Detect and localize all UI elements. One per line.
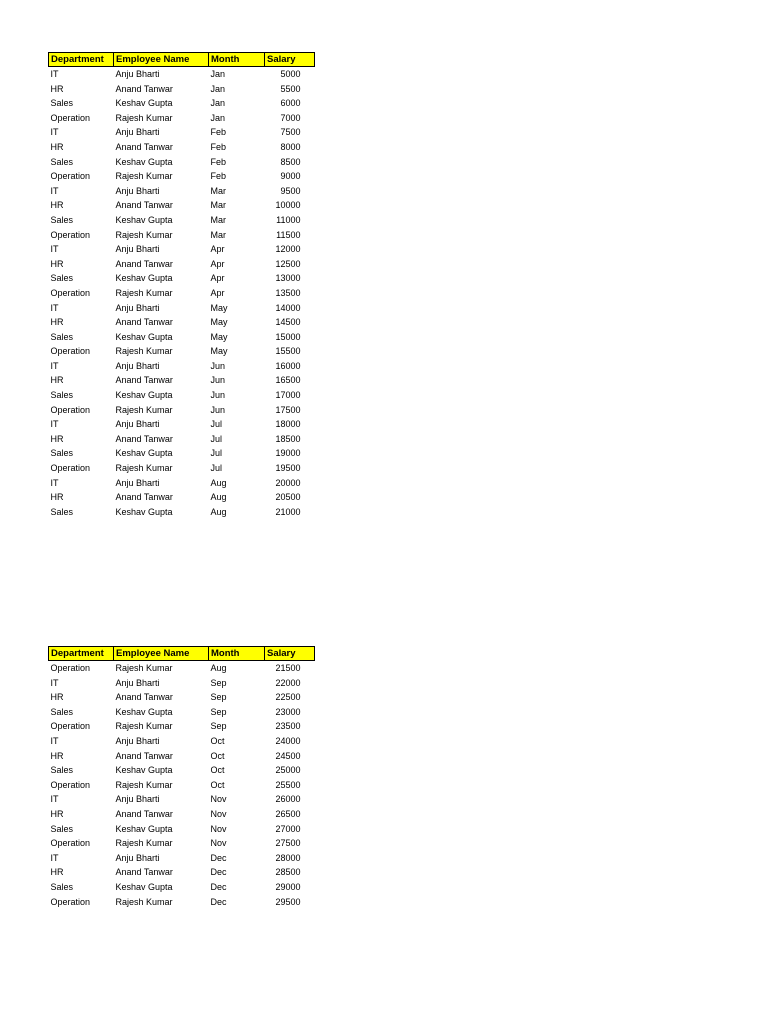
cell-department: IT — [50, 852, 59, 863]
cell-employee-name: Keshav Gupta — [115, 156, 173, 167]
table-row — [49, 490, 315, 505]
table-row — [49, 836, 315, 851]
cell-employee-name: Anand Tanwar — [115, 492, 173, 503]
cell-salary: 12500 — [275, 258, 301, 269]
cell-month: Apr — [210, 287, 225, 298]
cell-month: Jun — [210, 404, 226, 415]
cell-month: Jul — [210, 433, 223, 444]
cell-salary: 24000 — [275, 735, 301, 746]
cell-department: Sales — [50, 214, 74, 225]
cell-employee-name: Anju Bharti — [115, 127, 160, 138]
cell-employee-name: Rajesh Kumar — [115, 896, 173, 907]
cell-salary: 13000 — [275, 273, 301, 284]
cell-department: HR — [50, 808, 64, 819]
cell-employee-name: Rajesh Kumar — [115, 287, 173, 298]
cell-department: IT — [50, 735, 59, 746]
table-row — [49, 778, 315, 793]
table-row — [49, 257, 315, 272]
cell-department: Sales — [50, 765, 74, 776]
cell-salary: 7000 — [280, 112, 301, 123]
cell-month: Jun — [210, 390, 226, 401]
cell-department: Operation — [50, 721, 91, 732]
cell-department: IT — [50, 185, 59, 196]
cell-department: Operation — [50, 463, 91, 474]
cell-department: Operation — [50, 287, 91, 298]
header-month: Month — [209, 53, 265, 67]
cell-employee-name: Anju Bharti — [115, 244, 160, 255]
header-row — [49, 53, 315, 67]
cell-employee-name: Anand Tanwar — [115, 808, 173, 819]
table-row — [49, 851, 315, 866]
cell-salary: 24500 — [275, 750, 301, 761]
table-row — [49, 461, 315, 476]
table-row — [49, 155, 315, 170]
cell-department: Sales — [50, 390, 74, 401]
table-row — [49, 228, 315, 243]
cell-salary: 9000 — [280, 171, 301, 182]
cell-employee-name: Rajesh Kumar — [115, 838, 173, 849]
cell-month: Dec — [210, 852, 227, 863]
cell-employee-name: Anand Tanwar — [115, 867, 173, 878]
cell-salary: 27500 — [275, 838, 301, 849]
cell-employee-name: Anju Bharti — [115, 735, 160, 746]
cell-month: Nov — [210, 823, 227, 834]
cell-month: May — [210, 346, 228, 357]
cell-month: Feb — [210, 127, 227, 138]
cell-department: IT — [50, 360, 59, 371]
cell-salary: 27000 — [275, 823, 301, 834]
cell-employee-name: Anju Bharti — [115, 419, 160, 430]
cell-salary: 22500 — [275, 692, 301, 703]
cell-employee-name: Anju Bharti — [115, 69, 160, 79]
cell-salary: 29000 — [275, 881, 301, 892]
cell-month: Nov — [210, 838, 227, 849]
table-row — [49, 505, 315, 520]
cell-department: Sales — [50, 881, 74, 892]
cell-month: Jan — [210, 98, 226, 109]
cell-department: Sales — [50, 98, 74, 109]
cell-salary: 13500 — [275, 287, 301, 298]
cell-department: IT — [50, 419, 59, 430]
cell-month: Mar — [210, 214, 226, 225]
cell-department: Sales — [50, 823, 74, 834]
cell-employee-name: Anand Tanwar — [115, 433, 173, 444]
table-row — [49, 690, 315, 705]
table-row — [49, 213, 315, 228]
cell-salary: 29500 — [275, 896, 301, 907]
table-row — [49, 359, 315, 374]
header-department: Department — [49, 53, 114, 67]
table-row — [49, 822, 315, 837]
cell-month: Mar — [210, 185, 226, 196]
cell-employee-name: Anand Tanwar — [115, 692, 173, 703]
cell-department: Sales — [50, 506, 74, 517]
header-employee-name: Employee Name — [114, 647, 209, 661]
cell-employee-name: Keshav Gupta — [115, 706, 173, 717]
table-row — [49, 749, 315, 764]
cell-month: May — [210, 302, 228, 313]
cell-employee-name: Anand Tanwar — [115, 258, 173, 269]
cell-department: Operation — [50, 346, 91, 357]
cell-employee-name: Keshav Gupta — [115, 881, 173, 892]
cell-department: Operation — [50, 229, 91, 240]
cell-employee-name: Keshav Gupta — [115, 98, 173, 109]
cell-salary: 6000 — [280, 98, 301, 109]
cell-employee-name: Anju Bharti — [115, 360, 160, 371]
cell-salary: 25000 — [275, 765, 301, 776]
cell-department: Sales — [50, 706, 74, 717]
cell-department: IT — [50, 677, 59, 688]
cell-month: May — [210, 331, 228, 342]
cell-department: HR — [50, 141, 64, 152]
table-row — [49, 446, 315, 461]
table-row — [49, 344, 315, 359]
table-row — [49, 403, 315, 418]
table-row — [49, 432, 315, 447]
cell-month: Feb — [210, 156, 227, 167]
cell-employee-name: Rajesh Kumar — [115, 663, 173, 673]
cell-employee-name: Rajesh Kumar — [115, 112, 173, 123]
cell-salary: 19500 — [275, 463, 301, 474]
cell-month: Oct — [210, 750, 225, 761]
cell-employee-name: Anand Tanwar — [115, 83, 173, 94]
cell-salary: 9500 — [280, 185, 301, 196]
cell-salary: 28500 — [275, 867, 301, 878]
cell-salary: 16000 — [275, 360, 301, 371]
cell-salary: 17500 — [275, 404, 301, 415]
table-row — [49, 705, 315, 720]
table-row — [49, 417, 315, 432]
cell-employee-name: Anand Tanwar — [115, 141, 173, 152]
cell-department: HR — [50, 317, 64, 328]
cell-department: Operation — [50, 779, 91, 790]
table-row — [49, 286, 315, 301]
cell-salary: 26000 — [275, 794, 301, 805]
cell-month: Oct — [210, 779, 225, 790]
table-row — [49, 476, 315, 491]
table-row — [49, 96, 315, 111]
cell-department: IT — [50, 302, 59, 313]
cell-salary: 12000 — [275, 244, 301, 255]
cell-month: Nov — [210, 794, 227, 805]
cell-department: Operation — [50, 896, 91, 907]
table-row — [49, 676, 315, 691]
cell-salary: 16500 — [275, 375, 301, 386]
cell-salary: 26500 — [275, 808, 301, 819]
cell-department: Operation — [50, 171, 91, 182]
table-row — [49, 184, 315, 199]
cell-department: HR — [50, 375, 64, 386]
cell-employee-name: Rajesh Kumar — [115, 229, 173, 240]
cell-department: Sales — [50, 331, 74, 342]
table-row — [49, 895, 315, 910]
cell-month: Dec — [210, 867, 227, 878]
cell-month: Aug — [210, 663, 227, 673]
cell-month: Feb — [210, 171, 227, 182]
cell-salary: 15000 — [275, 331, 301, 342]
cell-salary: 8000 — [280, 141, 301, 152]
cell-salary: 5000 — [280, 69, 301, 79]
cell-month: Aug — [210, 492, 227, 503]
cell-department: HR — [50, 867, 64, 878]
cell-salary: 18500 — [275, 433, 301, 444]
cell-employee-name: Keshav Gupta — [115, 765, 173, 776]
cell-department: Operation — [50, 404, 91, 415]
cell-department: HR — [50, 692, 64, 703]
salary-table-2 — [48, 646, 315, 909]
cell-department: HR — [50, 258, 64, 269]
cell-month: Aug — [210, 477, 227, 488]
cell-department: IT — [50, 477, 59, 488]
header-row — [49, 647, 315, 661]
cell-employee-name: Keshav Gupta — [115, 823, 173, 834]
cell-salary: 11000 — [276, 214, 301, 225]
cell-employee-name: Keshav Gupta — [115, 273, 173, 284]
cell-employee-name: Anju Bharti — [115, 302, 160, 313]
cell-department: Sales — [50, 156, 74, 167]
cell-salary: 8500 — [280, 156, 301, 167]
table-row — [49, 880, 315, 895]
cell-department: HR — [50, 750, 64, 761]
cell-month: Sep — [210, 677, 227, 688]
cell-salary: 19000 — [275, 448, 301, 459]
cell-month: Mar — [210, 200, 226, 211]
cell-employee-name: Anju Bharti — [115, 677, 160, 688]
cell-month: Jul — [210, 448, 223, 459]
cell-salary: 20500 — [275, 492, 301, 503]
cell-month: Sep — [210, 692, 227, 703]
table-row — [49, 719, 315, 734]
table-row — [49, 82, 315, 97]
cell-month: Nov — [210, 808, 227, 819]
table-row — [49, 388, 315, 403]
cell-employee-name: Keshav Gupta — [115, 214, 173, 225]
cell-department: IT — [50, 69, 59, 79]
cell-department: IT — [50, 244, 59, 255]
cell-employee-name: Rajesh Kumar — [115, 721, 173, 732]
cell-salary: 23000 — [275, 706, 301, 717]
cell-salary: 20000 — [275, 477, 301, 488]
cell-salary: 28000 — [275, 852, 301, 863]
cell-month: Jan — [210, 112, 226, 123]
cell-salary: 23500 — [275, 721, 301, 732]
cell-employee-name: Anand Tanwar — [115, 317, 173, 328]
table-row — [49, 198, 315, 213]
table-row — [49, 271, 315, 286]
cell-employee-name: Keshav Gupta — [115, 448, 173, 459]
table-row — [49, 734, 315, 749]
table-row — [49, 140, 315, 155]
cell-salary: 25500 — [275, 779, 301, 790]
table-row — [49, 125, 315, 140]
table-body — [49, 661, 315, 910]
cell-department: Operation — [50, 663, 91, 673]
cell-department: HR — [50, 492, 64, 503]
table-row — [49, 792, 315, 807]
cell-salary: 11500 — [276, 229, 301, 240]
table-row — [49, 373, 315, 388]
cell-salary: 21500 — [275, 663, 301, 673]
header-employee-name: Employee Name — [114, 53, 209, 67]
cell-employee-name: Anand Tanwar — [115, 750, 173, 761]
cell-salary: 10000 — [275, 200, 301, 211]
cell-department: HR — [50, 200, 64, 211]
cell-salary: 14500 — [275, 317, 301, 328]
table-row — [49, 315, 315, 330]
cell-month: Jun — [210, 375, 226, 386]
cell-month: Oct — [210, 765, 225, 776]
cell-month: Jul — [210, 419, 223, 430]
header-salary: Salary — [265, 647, 315, 661]
cell-employee-name: Keshav Gupta — [115, 506, 173, 517]
cell-salary: 15500 — [275, 346, 301, 357]
cell-month: Jan — [210, 69, 226, 79]
cell-department: HR — [50, 433, 64, 444]
cell-employee-name: Rajesh Kumar — [115, 463, 173, 474]
cell-month: Sep — [210, 721, 227, 732]
table-row — [49, 242, 315, 257]
cell-salary: 22000 — [275, 677, 301, 688]
cell-salary: 7500 — [280, 127, 301, 138]
table-row — [49, 301, 315, 316]
cell-month: Apr — [210, 258, 225, 269]
table-row — [49, 661, 315, 676]
cell-salary: 14000 — [275, 302, 301, 313]
table-body — [49, 67, 315, 520]
cell-employee-name: Anand Tanwar — [115, 200, 173, 211]
cell-employee-name: Anju Bharti — [115, 794, 160, 805]
table-row — [49, 865, 315, 880]
cell-employee-name: Anju Bharti — [115, 852, 160, 863]
table-row — [49, 763, 315, 778]
cell-department: IT — [50, 127, 59, 138]
cell-month: Feb — [210, 141, 227, 152]
table-row — [49, 67, 315, 82]
cell-department: IT — [50, 794, 59, 805]
cell-employee-name: Keshav Gupta — [115, 390, 173, 401]
table-row — [49, 169, 315, 184]
cell-employee-name: Rajesh Kumar — [115, 171, 173, 182]
cell-department: Sales — [50, 448, 74, 459]
cell-month: Dec — [210, 896, 227, 907]
cell-salary: 18000 — [275, 419, 301, 430]
cell-month: Jun — [210, 360, 226, 371]
cell-department: Operation — [50, 838, 91, 849]
table-row — [49, 330, 315, 345]
header-salary: Salary — [265, 53, 315, 67]
cell-salary: 21000 — [275, 506, 301, 517]
cell-salary: 5500 — [280, 83, 301, 94]
cell-month: May — [210, 317, 228, 328]
cell-month: Jan — [210, 83, 226, 94]
salary-table-1 — [48, 52, 315, 519]
cell-employee-name: Anju Bharti — [115, 185, 160, 196]
cell-month: Jul — [210, 463, 223, 474]
header-department: Department — [49, 647, 114, 661]
cell-month: Oct — [210, 735, 225, 746]
table-row — [49, 111, 315, 126]
cell-month: Dec — [210, 881, 227, 892]
cell-department: HR — [50, 83, 64, 94]
cell-employee-name: Anju Bharti — [115, 477, 160, 488]
cell-department: Operation — [50, 112, 91, 123]
header-month: Month — [209, 647, 265, 661]
cell-month: Apr — [210, 244, 225, 255]
cell-month: Aug — [210, 506, 227, 517]
cell-month: Apr — [210, 273, 225, 284]
cell-month: Sep — [210, 706, 227, 717]
cell-employee-name: Rajesh Kumar — [115, 346, 173, 357]
table-row — [49, 807, 315, 822]
cell-salary: 17000 — [275, 390, 301, 401]
cell-employee-name: Rajesh Kumar — [115, 404, 173, 415]
cell-employee-name: Anand Tanwar — [115, 375, 173, 386]
cell-employee-name: Keshav Gupta — [115, 331, 173, 342]
cell-department: Sales — [50, 273, 74, 284]
cell-employee-name: Rajesh Kumar — [115, 779, 173, 790]
cell-month: Mar — [210, 229, 226, 240]
